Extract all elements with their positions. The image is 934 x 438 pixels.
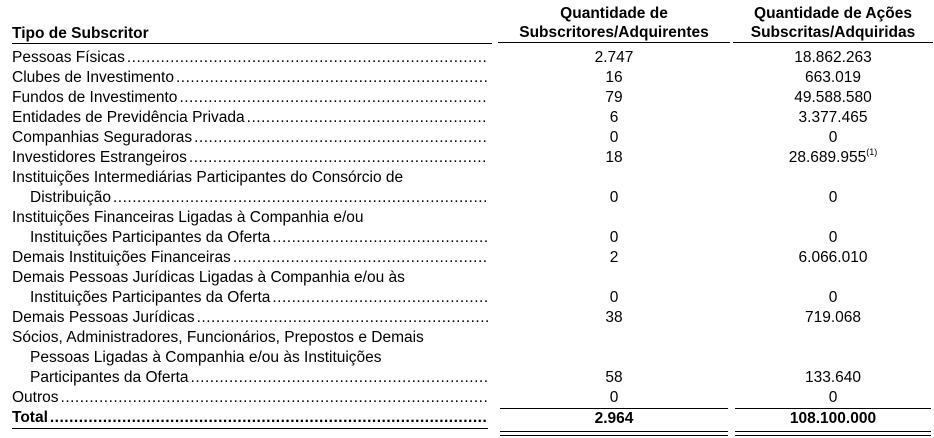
- row-label: [12, 388, 488, 408]
- subscritores-value: 0: [609, 129, 619, 146]
- total-value: 2.964: [594, 410, 634, 427]
- dot-leader: [194, 128, 488, 148]
- label-text: Demais Instituições Financeiras: [12, 249, 231, 266]
- label-line: [12, 168, 488, 188]
- acoes-value-text: 0: [828, 129, 838, 146]
- acoes-value-text: 0: [828, 229, 838, 246]
- subscritores-value: 18: [605, 149, 623, 166]
- acoes-value-text: 133.640: [804, 369, 862, 386]
- label-line: [12, 108, 488, 128]
- acoes-value-text: 6.066.010: [798, 249, 868, 266]
- label-text: Pessoas Ligadas à Companhia e/ou às Instituições: [30, 349, 382, 366]
- table-row: [0, 328, 934, 388]
- label-text: Demais Pessoas Jurídicas: [12, 309, 195, 326]
- row-label: [12, 328, 488, 388]
- acoes-value: [733, 88, 933, 108]
- table-row: [0, 208, 934, 248]
- label-line: [12, 328, 488, 348]
- label-text: Participantes da Oferta: [30, 369, 189, 386]
- label-text: Companhias Seguradoras: [12, 129, 193, 146]
- dot-leader: [113, 188, 488, 208]
- acoes-value: [733, 68, 933, 88]
- total-subscritores: [498, 409, 730, 429]
- label-line: [12, 348, 488, 368]
- acoes-value: [733, 228, 933, 248]
- acoes-value-text: 28.689.955: [788, 149, 867, 166]
- acoes-value: [733, 248, 933, 268]
- table-row: [0, 168, 934, 208]
- acoes-value: [733, 108, 933, 128]
- acoes-value-text: 719.068: [804, 309, 862, 326]
- acoes-value: [733, 288, 933, 308]
- table-row: [0, 48, 934, 68]
- total-double-rule: [500, 431, 728, 436]
- label-text: Entidades de Previdência Privada: [12, 109, 245, 126]
- total-rule: [735, 408, 931, 409]
- row-label: [12, 168, 488, 208]
- total-acoes: [733, 409, 933, 429]
- label-line: [12, 208, 488, 228]
- label-line: [12, 88, 488, 108]
- label-text: Outros: [12, 389, 59, 406]
- subscritores-value: 58: [605, 369, 623, 386]
- acoes-value-text: 0: [828, 289, 838, 306]
- subscritores-value: 38: [605, 309, 623, 326]
- header-text: Quantidade de Ações: [754, 5, 912, 22]
- label-line: [12, 188, 488, 208]
- label-line: [12, 48, 488, 68]
- subscritores-value: 16: [605, 69, 623, 86]
- total-rule: [500, 408, 728, 409]
- label-line: [12, 228, 488, 248]
- label-text: Sócios, Administradores, Funcionários, Prepostos e Demais: [12, 329, 424, 346]
- total-value: 108.100.000: [789, 410, 877, 427]
- row-label: [12, 88, 488, 108]
- acoes-value: [733, 188, 933, 208]
- dot-leader: [61, 388, 488, 408]
- header-text: Subscritores/Adquirentes: [498, 23, 730, 43]
- table-row: [0, 268, 934, 308]
- label-line: [12, 308, 488, 328]
- acoes-value-text: 49.588.580: [794, 89, 872, 106]
- dot-leader: [197, 308, 488, 328]
- label-text: Total: [12, 409, 48, 426]
- table-row: [0, 108, 934, 128]
- row-label: [12, 148, 488, 168]
- label-line: [12, 68, 488, 88]
- label-line: [12, 248, 488, 268]
- acoes-value-text: 18.862.263: [794, 49, 872, 66]
- acoes-value: [733, 308, 933, 328]
- label-line: [12, 388, 488, 408]
- row-label: [12, 48, 488, 68]
- dot-leader: [233, 248, 488, 268]
- total-label: [12, 408, 488, 429]
- acoes-value: [733, 142, 933, 168]
- header-text: Subscritas/Adquiridas: [733, 23, 933, 43]
- label-line: [12, 148, 488, 168]
- label-text: Distribuição: [30, 189, 111, 206]
- row-label: [12, 128, 488, 148]
- total-double-rule: [735, 431, 931, 436]
- row-label: [12, 248, 488, 268]
- subscritores-value: 79: [605, 89, 623, 106]
- header-quantidade-subscritores: [498, 4, 730, 43]
- label-line: [12, 288, 488, 308]
- dot-leader: [272, 228, 488, 248]
- label-line: [12, 128, 488, 148]
- row-label: [12, 108, 488, 128]
- acoes-value: [733, 48, 933, 68]
- label-text: Instituições Intermediárias Participantes do Consórcio de: [12, 169, 404, 186]
- acoes-value-text: 663.019: [804, 69, 862, 86]
- label-line: [12, 408, 488, 428]
- row-label: [12, 268, 488, 308]
- subscritores-value: 0: [609, 229, 619, 246]
- subscritores-value: 2.747: [594, 49, 634, 66]
- label-text: Clubes de Investimento: [12, 69, 174, 86]
- table-row: [0, 308, 934, 328]
- dot-leader: [127, 48, 488, 68]
- row-label: [12, 68, 488, 88]
- footnote-marker: (1): [866, 147, 878, 157]
- acoes-value: [733, 388, 933, 408]
- dot-leader: [189, 148, 488, 168]
- subscritores-value: 0: [609, 289, 619, 306]
- table-row: [0, 68, 934, 88]
- subscriber-table: [0, 48, 934, 429]
- acoes-value: [733, 368, 933, 388]
- table-row: [0, 88, 934, 108]
- label-text: Instituições Participantes da Oferta: [30, 229, 271, 246]
- dot-leader: [179, 88, 488, 108]
- acoes-value-text: 0: [828, 389, 838, 406]
- subscritores-value: 6: [609, 109, 619, 126]
- label-text: Investidores Estrangeiros: [12, 149, 187, 166]
- label-text: Fundos de Investimento: [12, 89, 178, 106]
- acoes-value-text: 0: [828, 189, 838, 206]
- label-text: Instituições Participantes da Oferta: [30, 289, 271, 306]
- label-text: Instituições Financeiras Ligadas à Companhia e/ou: [12, 209, 364, 226]
- label-line: [12, 368, 488, 388]
- dot-leader: [272, 288, 488, 308]
- header-quantidade-acoes: [733, 4, 933, 43]
- total-row: [0, 408, 934, 429]
- dot-leader: [176, 68, 488, 88]
- subscritores-value: 2: [609, 249, 619, 266]
- dot-leader: [50, 408, 488, 428]
- subscritores-value: 0: [609, 389, 619, 406]
- dot-leader: [191, 368, 488, 388]
- table-row: [0, 388, 934, 408]
- subscritores-value: 0: [609, 189, 619, 206]
- label-text: Demais Pessoas Jurídicas Ligadas à Companhia e/ou às: [12, 269, 405, 286]
- table-row: [0, 148, 934, 168]
- label-line: [12, 268, 488, 288]
- header-text: Quantidade de: [560, 5, 668, 22]
- header-tipo-subscritor: Tipo de Subscritor: [12, 24, 492, 44]
- row-label: [12, 308, 488, 328]
- row-label: [12, 208, 488, 248]
- label-text: Pessoas Físicas: [12, 49, 125, 66]
- table-row: [0, 248, 934, 268]
- acoes-value-text: 3.377.465: [798, 109, 868, 126]
- dot-leader: [247, 108, 488, 128]
